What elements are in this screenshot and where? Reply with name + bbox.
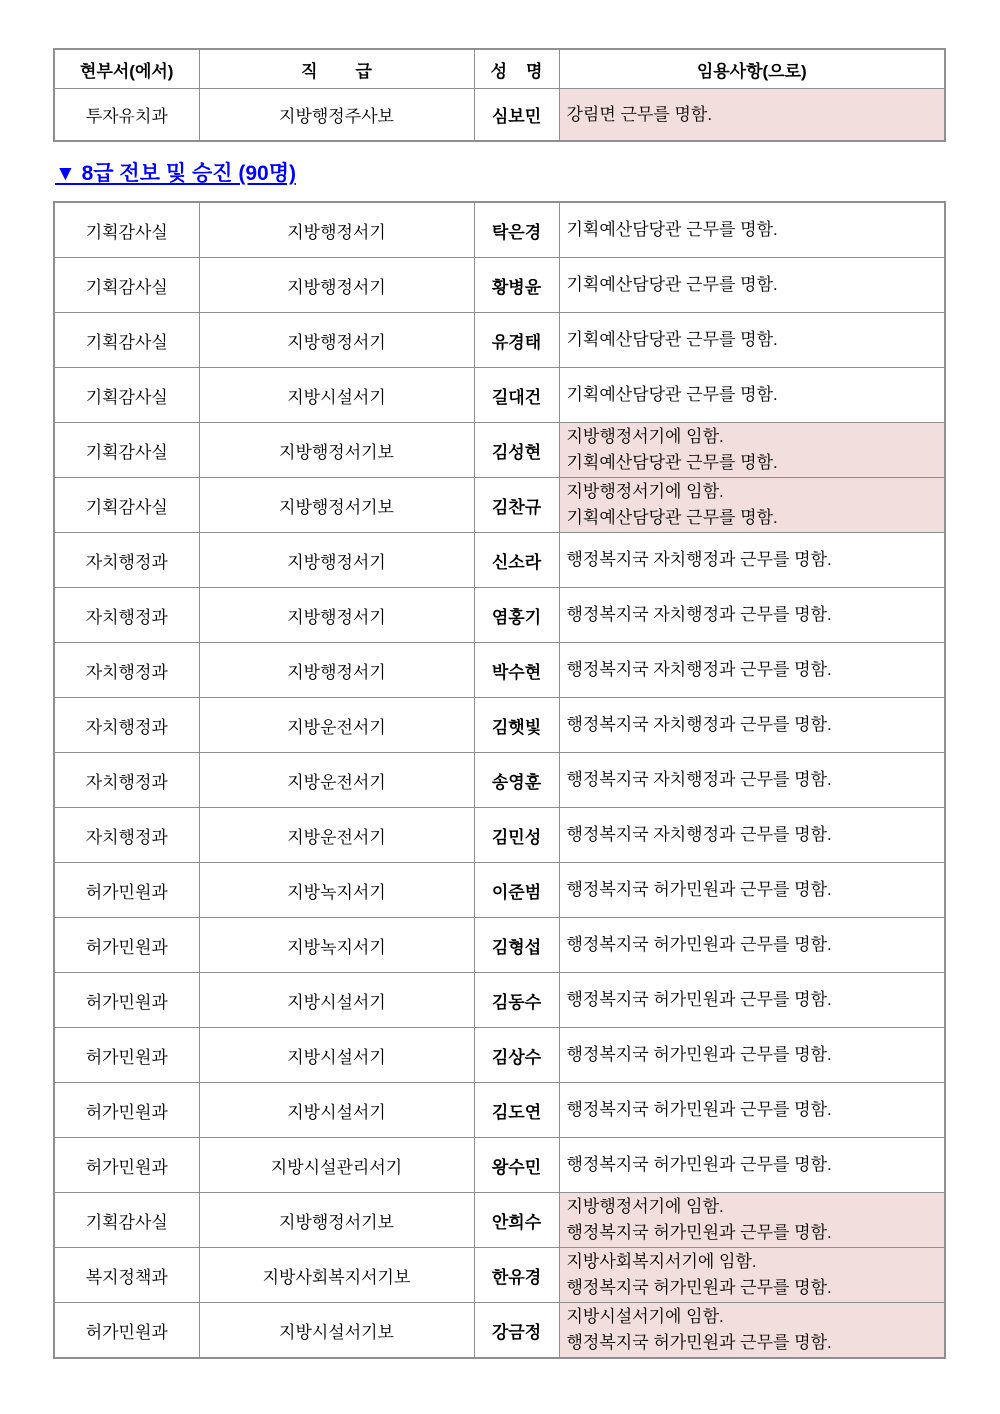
cell-assignment — [559, 918, 945, 973]
table-row — [54, 918, 945, 973]
section-heading — [55, 157, 1000, 187]
assignment-line: 기획예산담당관 근무를 명함. — [566, 330, 778, 349]
assignment-text — [560, 368, 945, 422]
cell-name: 안희수 — [474, 1193, 559, 1248]
cell-name: 김상수 — [474, 1028, 559, 1083]
assignment-line: 지방사회복지서기에 임함. — [566, 1252, 757, 1271]
assignment-line: 행정복지국 허가민원과 근무를 명함. — [566, 1045, 832, 1064]
assignment-line: 행정복지국 허가민원과 근무를 명함. — [566, 1155, 832, 1174]
cell-current-dept: 허가민원과 — [54, 1028, 199, 1083]
cell-rank: 지방행정서기 — [199, 202, 474, 258]
cell-name: 김민성 — [474, 808, 559, 863]
assignment-text — [560, 1193, 945, 1247]
assignment-text — [560, 533, 945, 587]
table-row — [54, 1303, 945, 1359]
cell-assignment — [559, 643, 945, 698]
assignment-text — [560, 1028, 945, 1082]
assignment-text — [560, 753, 945, 807]
cell-rank: 지방시설서기 — [199, 1028, 474, 1083]
main-table-body — [54, 202, 945, 1358]
cell-current-dept: 기획감사실 — [54, 258, 199, 313]
section-heading-text: ▼ 8급 전보 및 승진 (90명) — [55, 162, 296, 185]
assignment-line: 지방행정서기에 임함. — [566, 1197, 724, 1216]
assignment-text — [560, 423, 945, 477]
assignment-line: 행정복지국 허가민원과 근무를 명함. — [566, 1223, 832, 1242]
cell-rank: 지방시설서기 — [199, 1083, 474, 1138]
assignment-text — [560, 973, 945, 1027]
cell-current-dept: 자치행정과 — [54, 698, 199, 753]
cell-assignment — [559, 1303, 945, 1359]
assignment-text — [560, 643, 945, 697]
assignment-line: 행정복지국 허가민원과 근무를 명함. — [566, 1100, 832, 1119]
table-row — [54, 478, 945, 533]
cell-current-dept: 기획감사실 — [54, 202, 199, 258]
senior-grade-transfer-table — [53, 48, 946, 142]
cell-current-dept: 허가민원과 — [54, 973, 199, 1028]
cell-rank: 지방행정서기 — [199, 313, 474, 368]
assignment-text — [560, 698, 945, 752]
cell-name: 왕수민 — [474, 1138, 559, 1193]
assignment-line: 행정복지국 허가민원과 근무를 명함. — [566, 1333, 832, 1352]
cell-name: 김성현 — [474, 423, 559, 478]
table-row — [54, 423, 945, 478]
cell-rank: 지방행정서기 — [199, 258, 474, 313]
cell-name: 김찬규 — [474, 478, 559, 533]
cell-rank: 지방운전서기 — [199, 698, 474, 753]
table-row — [54, 89, 945, 142]
cell-name: 김햇빛 — [474, 698, 559, 753]
table-row — [54, 1138, 945, 1193]
cell-assignment — [559, 973, 945, 1028]
cell-assignment — [559, 1193, 945, 1248]
cell-name: 탁은경 — [474, 202, 559, 258]
cell-name: 신소라 — [474, 533, 559, 588]
cell-current-dept: 허가민원과 — [54, 918, 199, 973]
table-row — [54, 643, 945, 698]
assignment-line: 행정복지국 자치행정과 근무를 명함. — [566, 660, 832, 679]
assignment-line: 행정복지국 허가민원과 근무를 명함. — [566, 935, 832, 954]
cell-assignment — [559, 533, 945, 588]
table-row — [54, 973, 945, 1028]
table-header — [54, 49, 945, 89]
assignment-line: 기획예산담당관 근무를 명함. — [566, 220, 778, 239]
cell-current-dept: 자치행정과 — [54, 753, 199, 808]
cell-current-dept: 자치행정과 — [54, 808, 199, 863]
cell-name: 길대건 — [474, 368, 559, 423]
cell-assignment — [559, 423, 945, 478]
cell-rank: 지방운전서기 — [199, 808, 474, 863]
cell-rank: 지방시설서기보 — [199, 1303, 474, 1359]
cell-assignment — [559, 1138, 945, 1193]
header-appointment: 임용사항(으로) — [559, 49, 945, 89]
table-row — [54, 1028, 945, 1083]
cell-name: 이준범 — [474, 863, 559, 918]
assignment-line: 지방행정서기에 임함. — [566, 482, 724, 501]
header-current-dept: 현부서(에서) — [54, 49, 199, 89]
cell-assignment — [559, 698, 945, 753]
cell-rank: 지방행정서기 — [199, 643, 474, 698]
assignment-line: 행정복지국 허가민원과 근무를 명함. — [566, 990, 832, 1009]
table-row — [54, 753, 945, 808]
cell-current-dept: 허가민원과 — [54, 1138, 199, 1193]
assignment-line: 기획예산담당관 근무를 명함. — [566, 385, 778, 404]
assignment-line: 행정복지국 자치행정과 근무를 명함. — [566, 605, 832, 624]
cell-name: 황병윤 — [474, 258, 559, 313]
cell-assignment — [559, 753, 945, 808]
assignment-line: 행정복지국 허가민원과 근무를 명함. — [566, 1278, 832, 1297]
assignment-line: 행정복지국 자치행정과 근무를 명함. — [566, 770, 832, 789]
assignment-text — [560, 1083, 945, 1137]
cell-current-dept: 투자유치과 — [54, 89, 199, 142]
cell-assignment — [559, 478, 945, 533]
cell-name: 유경태 — [474, 313, 559, 368]
assignment-line: 지방행정서기에 임함. — [566, 427, 724, 446]
cell-rank: 지방녹지서기 — [199, 863, 474, 918]
cell-name: 박수현 — [474, 643, 559, 698]
cell-rank: 지방시설서기 — [199, 368, 474, 423]
cell-rank: 지방행정서기 — [199, 533, 474, 588]
cell-current-dept: 기획감사실 — [54, 313, 199, 368]
assignment-line: 기획예산담당관 근무를 명함. — [566, 508, 778, 527]
assignment-text — [560, 89, 945, 140]
cell-rank: 지방행정서기 — [199, 588, 474, 643]
cell-current-dept: 자치행정과 — [54, 643, 199, 698]
grade8-transfer-promotion-table — [53, 201, 946, 1359]
cell-rank: 지방행정서기보 — [199, 423, 474, 478]
cell-name: 송영훈 — [474, 753, 559, 808]
table-row — [54, 1193, 945, 1248]
cell-name: 김도연 — [474, 1083, 559, 1138]
assignment-text — [560, 808, 945, 862]
cell-rank: 지방운전서기 — [199, 753, 474, 808]
cell-current-dept: 기획감사실 — [54, 1193, 199, 1248]
cell-name: 김동수 — [474, 973, 559, 1028]
assignment-line: 행정복지국 허가민원과 근무를 명함. — [566, 880, 832, 899]
cell-assignment — [559, 313, 945, 368]
cell-current-dept: 허가민원과 — [54, 1083, 199, 1138]
cell-assignment — [559, 588, 945, 643]
cell-current-dept: 기획감사실 — [54, 423, 199, 478]
cell-rank: 지방시설관리서기 — [199, 1138, 474, 1193]
table-row — [54, 368, 945, 423]
cell-current-dept: 자치행정과 — [54, 588, 199, 643]
table-row — [54, 313, 945, 368]
assignment-line: 강림면 근무를 명함. — [566, 104, 713, 124]
table-row — [54, 533, 945, 588]
cell-assignment — [559, 258, 945, 313]
assignment-text — [560, 863, 945, 917]
cell-assignment — [559, 202, 945, 258]
assignment-text — [560, 1248, 945, 1302]
assignment-text — [560, 478, 945, 532]
table-row — [54, 588, 945, 643]
header-name: 성 명 — [474, 49, 559, 89]
table-row — [54, 1248, 945, 1303]
cell-name: 강금정 — [474, 1303, 559, 1359]
table-row — [54, 202, 945, 258]
assignment-text — [560, 918, 945, 972]
header-rank: 직 급 — [199, 49, 474, 89]
cell-rank: 지방행정서기보 — [199, 1193, 474, 1248]
table-row — [54, 698, 945, 753]
cell-name: 염홍기 — [474, 588, 559, 643]
cell-rank: 지방사회복지서기보 — [199, 1248, 474, 1303]
assignment-text — [560, 203, 945, 257]
cell-name: 김형섭 — [474, 918, 559, 973]
cell-name: 한유경 — [474, 1248, 559, 1303]
table-row — [54, 808, 945, 863]
cell-rank: 지방행정서기보 — [199, 478, 474, 533]
assignment-text — [560, 313, 945, 367]
table-row — [54, 1083, 945, 1138]
cell-assignment — [559, 1083, 945, 1138]
cell-rank: 지방녹지서기 — [199, 918, 474, 973]
assignment-line: 지방시설서기에 임함. — [566, 1307, 724, 1326]
header-row — [54, 49, 945, 89]
cell-current-dept: 허가민원과 — [54, 863, 199, 918]
assignment-text — [560, 258, 945, 312]
cell-current-dept: 기획감사실 — [54, 368, 199, 423]
top-table-body — [54, 89, 945, 142]
cell-rank: 지방행정주사보 — [199, 89, 474, 142]
cell-assignment — [559, 1028, 945, 1083]
cell-rank: 지방시설서기 — [199, 973, 474, 1028]
cell-current-dept: 허가민원과 — [54, 1303, 199, 1359]
assignment-text — [560, 588, 945, 642]
assignment-line: 행정복지국 자치행정과 근무를 명함. — [566, 825, 832, 844]
cell-current-dept: 자치행정과 — [54, 533, 199, 588]
assignment-text — [560, 1303, 945, 1357]
table-row — [54, 258, 945, 313]
cell-current-dept: 복지정책과 — [54, 1248, 199, 1303]
cell-assignment — [559, 89, 945, 142]
assignment-text — [560, 1138, 945, 1192]
cell-assignment — [559, 808, 945, 863]
assignment-line: 기획예산담당관 근무를 명함. — [566, 275, 778, 294]
assignment-line: 행정복지국 자치행정과 근무를 명함. — [566, 715, 832, 734]
assignment-line: 기획예산담당관 근무를 명함. — [566, 453, 778, 472]
assignment-line: 행정복지국 자치행정과 근무를 명함. — [566, 550, 832, 569]
cell-assignment — [559, 863, 945, 918]
cell-current-dept: 기획감사실 — [54, 478, 199, 533]
cell-assignment — [559, 368, 945, 423]
cell-assignment — [559, 1248, 945, 1303]
table-row — [54, 863, 945, 918]
cell-name: 심보민 — [474, 89, 559, 142]
